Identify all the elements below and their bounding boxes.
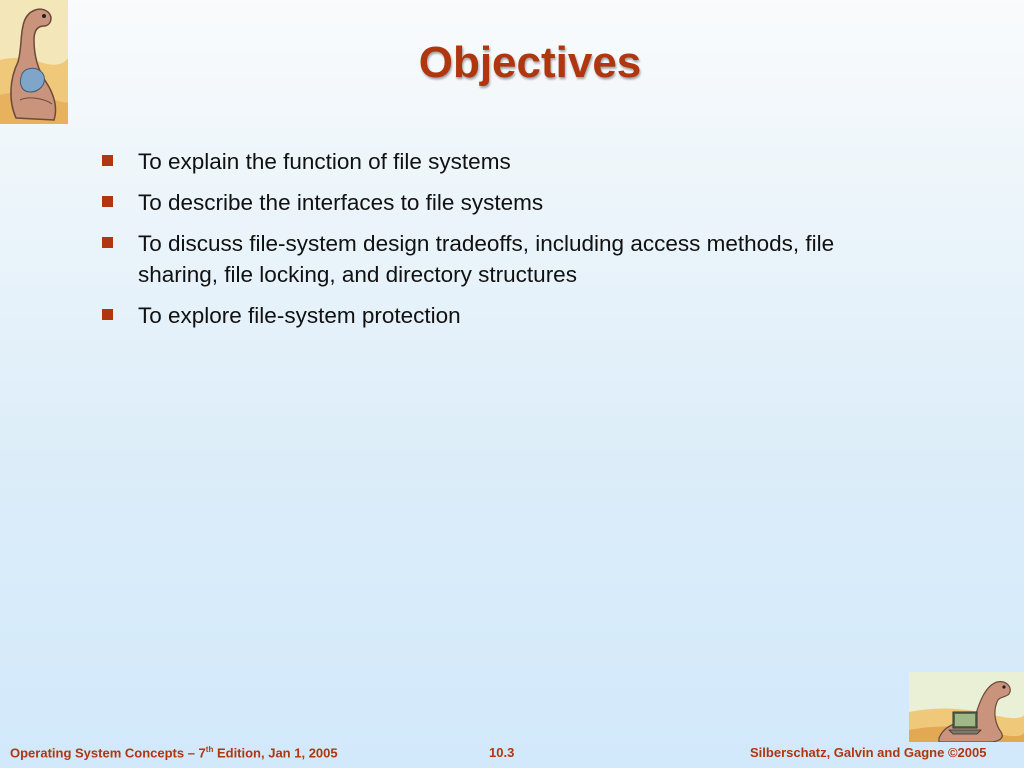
page-number: 10.3 [489, 745, 515, 760]
bullet-text: To explore file-system protection [138, 303, 461, 328]
list-item [100, 187, 920, 218]
slide-title: Objectives [418, 38, 642, 87]
footer-copyright: Silberschatz, Galvin and Gagne ©2005 [750, 745, 987, 760]
footer-title-prefix: Operating System Concepts – 7 [10, 745, 206, 761]
list-item [100, 146, 920, 177]
bullet-text: To describe the interfaces to file systems [138, 190, 544, 215]
footer-title-superscript: th [205, 745, 214, 754]
square-bullet-icon [102, 309, 113, 320]
square-bullet-icon [102, 155, 113, 166]
list-item [100, 228, 920, 290]
square-bullet-icon [102, 196, 113, 207]
footer-title-suffix: Edition, Jan 1, 2005 [213, 745, 338, 761]
square-bullet-icon [102, 237, 113, 248]
list-item [100, 300, 920, 331]
bullet-text: To discuss file-system design tradeoffs, including access methods, file sharing, file locking, and directory structures [138, 231, 835, 287]
dinosaur-laptop-icon [909, 672, 1024, 742]
objectives-list [100, 146, 920, 341]
bullet-text: To explain the function of file systems [138, 149, 511, 174]
footer-course-title [10, 745, 338, 760]
